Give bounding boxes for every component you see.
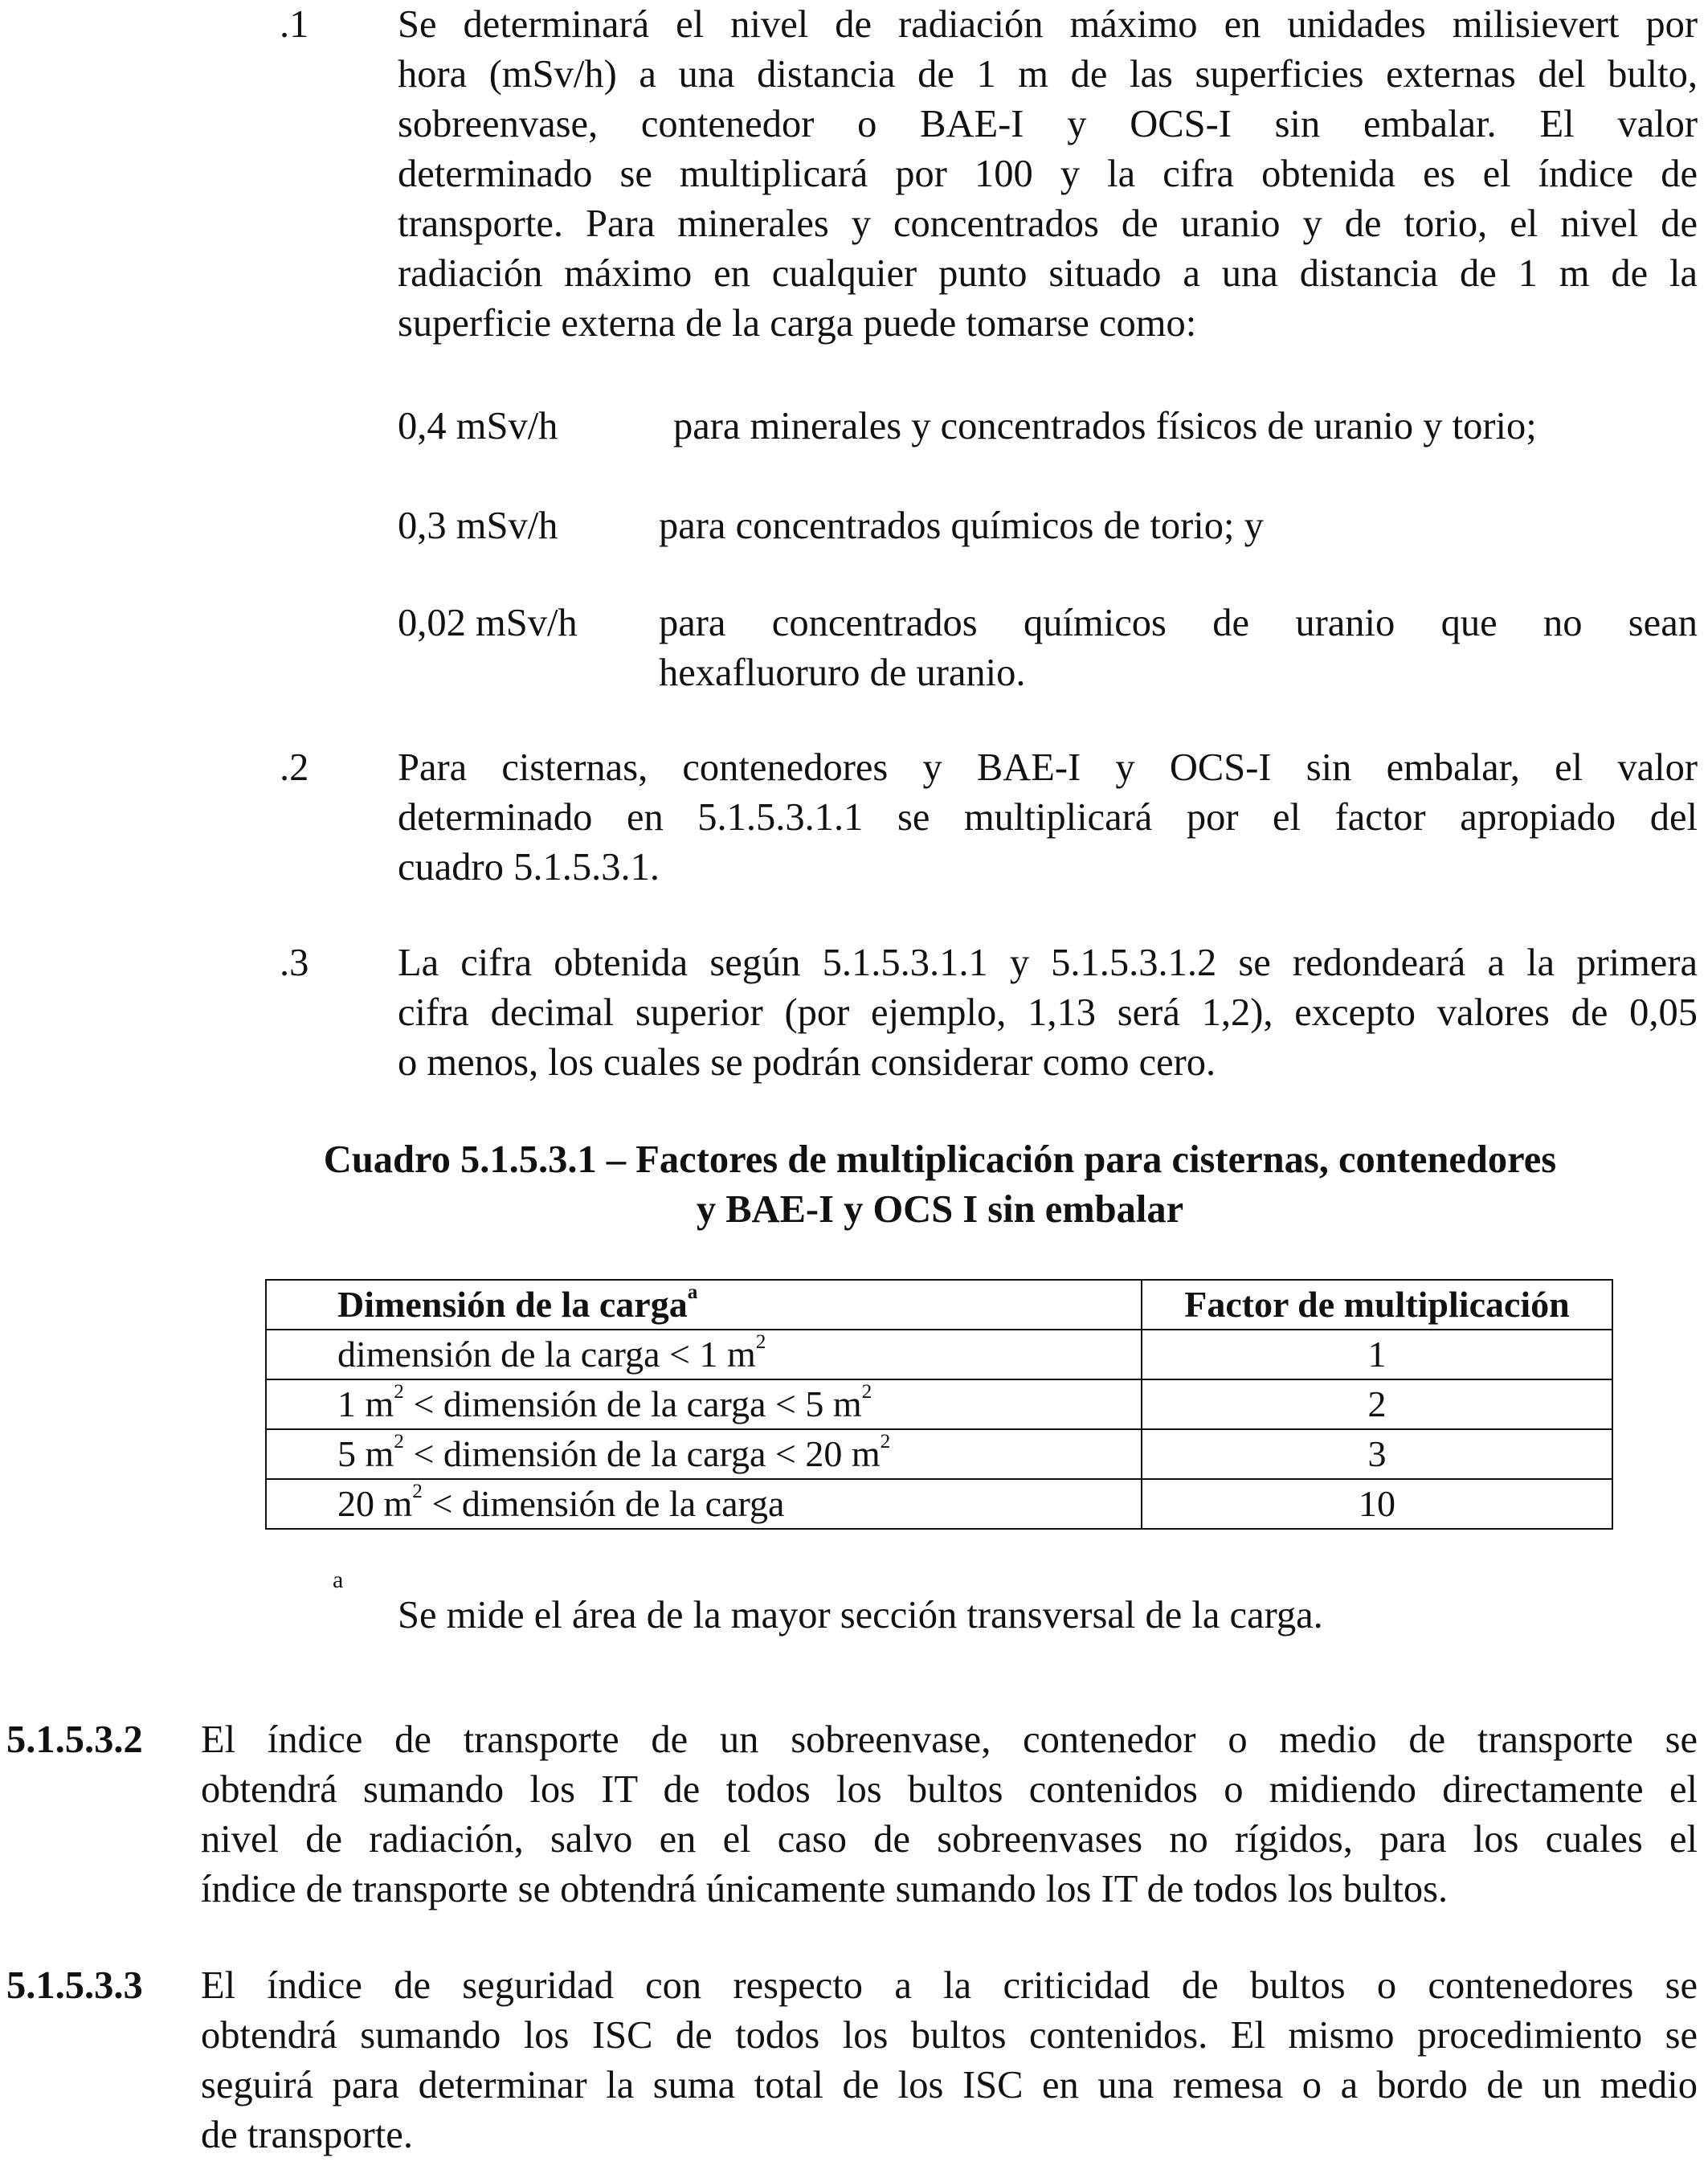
text-line: cifra decimal superior (por ejemplo, 1,13 será 1,2), excepto valores de 0,05 xyxy=(398,991,1698,1034)
radiation-desc xyxy=(659,599,1698,698)
text-line: hexafluoruro de uranio. xyxy=(659,652,1026,694)
text-line: superficie externa de la carga puede tomarse como: xyxy=(398,302,1197,345)
text-line: hora (mSv/h) a una distancia de 1 m de las superficies externas del bulto, xyxy=(398,53,1698,96)
radiation-value: 0,3 mSv/h xyxy=(398,505,558,547)
radiation-desc: para concentrados químicos de torio; y xyxy=(659,505,1264,547)
text-line: determinado se multiplicará por 100 y la cifra obtenida es el índice de xyxy=(398,153,1698,195)
load-dimension-cell: 5 $m^2$ < dimensión de la carga < 20 $m^2$ xyxy=(266,1429,1142,1479)
text-line: obtendrá sumando los ISC de todos los bultos contenidos. El mismo procedimiento se xyxy=(201,2014,1698,2057)
text-line: transporte. Para minerales y concentrados de uranio y de torio, el nivel de xyxy=(398,202,1698,245)
item-number: .2 xyxy=(280,746,309,789)
text-line: La cifra obtenida según 5.1.5.3.1.1 y 5.1.5.3.1.2 se redondeará a la primera xyxy=(398,942,1698,984)
footnote-mark: a xyxy=(333,1567,344,1593)
header-multiplication-factor: Factor de multiplicación xyxy=(1142,1280,1612,1330)
text-line: obtendrá sumando los IT de todos los bultos contenidos o midiendo directamente el xyxy=(201,1768,1698,1811)
load-dimension-cell: dimensión de la carga < 1 $m^2$ xyxy=(266,1330,1142,1379)
footnote-text: Se mide el área de la mayor sección transversal de la carga. xyxy=(398,1594,1323,1636)
text-line: Se determinará el nivel de radiación máximo en unidades milisievert por xyxy=(398,3,1698,46)
table-row xyxy=(266,1379,1612,1429)
text-line: determinado en 5.1.5.3.1.1 se multiplicará por el factor apropiado del xyxy=(398,796,1698,839)
factor-cell: 3 xyxy=(1142,1429,1612,1479)
factor-cell: 1 xyxy=(1142,1330,1612,1379)
caption-line: Cuadro 5.1.5.3.1 – Factores de multiplicación para cisternas, contenedores xyxy=(323,1138,1557,1181)
item-number: .3 xyxy=(280,942,309,984)
multiplication-factor-table xyxy=(265,1279,1613,1530)
text-line: El índice de transporte de un sobreenvase, contenedor o medio de transporte se xyxy=(201,1718,1698,1761)
factor-cell: 10 xyxy=(1142,1479,1612,1529)
text-line: cuadro 5.1.5.3.1. xyxy=(398,846,660,889)
factor-cell: 2 xyxy=(1142,1379,1612,1429)
load-dimension-cell: 20 $m^2$ < dimensión de la carga xyxy=(266,1479,1142,1529)
text-line: para concentrados químicos de uranio que no sean xyxy=(659,602,1698,644)
text-line: índice de transporte se obtendrá únicamente sumando los IT de todos los bultos. xyxy=(201,1868,1449,1910)
section-number: 5.1.5.3.3 xyxy=(6,1964,143,2007)
text-line: radiación máximo en cualquier punto situado a una distancia de 1 m de la xyxy=(398,252,1698,295)
table-row xyxy=(266,1429,1612,1479)
table-header-row xyxy=(266,1280,1612,1330)
radiation-value: 0,02 mSv/h xyxy=(398,602,578,644)
text-line: nivel de radiación, salvo en el caso de sobreenvases no rígidos, para los cuales el xyxy=(201,1818,1698,1861)
item-3-text xyxy=(398,938,1698,1088)
text-line: seguirá para determinar la suma total de los ISC en una remesa o a bordo de un medio xyxy=(201,2064,1698,2106)
table-row xyxy=(266,1479,1612,1529)
item-2-text xyxy=(398,743,1698,893)
radiation-desc: para minerales y concentrados físicos de uranio y torio; xyxy=(673,405,1537,447)
text-line: El índice de seguridad con respecto a la criticidad de bultos o contenedores se xyxy=(201,1964,1698,2007)
header-load-dimension: Dimensión de la carga$^a$ xyxy=(266,1280,1142,1330)
table-caption xyxy=(257,1135,1623,1235)
table-row xyxy=(266,1330,1612,1379)
text-line: o menos, los cuales se podrán considerar como cero. xyxy=(398,1041,1216,1084)
caption-line: y BAE-I y OCS I sin embalar xyxy=(696,1188,1184,1231)
text-line: de transporte. xyxy=(201,2114,413,2156)
radiation-value: 0,4 mSv/h xyxy=(398,405,558,447)
text-line: sobreenvase, contenedor o BAE-I y OCS-I sin embalar. El valor xyxy=(398,103,1698,145)
section-text xyxy=(201,1961,1698,2160)
load-dimension-cell: 1 $m^2$ < dimensión de la carga < 5 $m^2$ xyxy=(266,1379,1142,1429)
section-text xyxy=(201,1715,1698,1914)
item-1-text xyxy=(398,0,1698,349)
section-number: 5.1.5.3.2 xyxy=(6,1718,143,1761)
item-number: .1 xyxy=(280,3,309,46)
text-line: Para cisternas, contenedores y BAE-I y OCS-I sin embalar, el valor xyxy=(398,746,1698,789)
